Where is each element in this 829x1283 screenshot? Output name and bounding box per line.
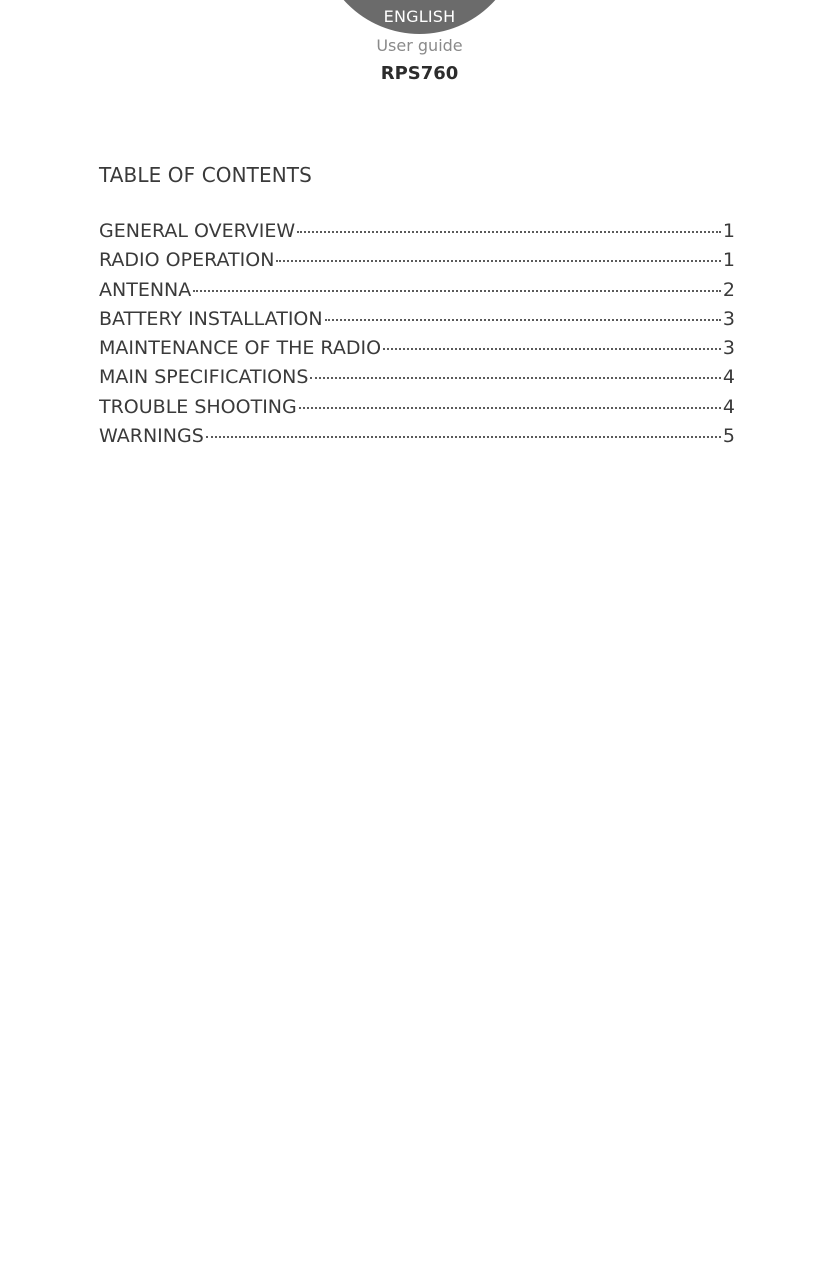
toc-entry-page: 3 xyxy=(722,307,735,330)
toc-leader xyxy=(325,319,721,321)
toc-entry-page: 4 xyxy=(722,395,735,418)
toc-entry-page: 1 xyxy=(722,220,735,242)
toc-entry-battery-installation xyxy=(99,308,735,337)
toc-entry-label: RADIO OPERATION xyxy=(99,249,275,272)
toc-entry-antenna xyxy=(99,279,735,308)
toc-entry-maintenance xyxy=(99,337,735,366)
toc-entry-radio-operation xyxy=(99,249,735,278)
toc-entry-label: TROUBLE SHOOTING xyxy=(99,395,297,418)
toc-leader xyxy=(193,290,721,292)
toc-leader xyxy=(297,231,721,233)
toc-title: TABLE OF CONTENTS xyxy=(99,163,312,187)
toc-list xyxy=(99,220,735,454)
toc-leader xyxy=(206,436,721,438)
toc-entry-page: 5 xyxy=(722,425,735,448)
language-label: ENGLISH xyxy=(383,7,456,26)
toc-leader xyxy=(276,260,720,262)
toc-entry-page: 3 xyxy=(722,337,735,360)
toc-leader xyxy=(299,407,721,409)
toc-entry-label: ANTENNA xyxy=(99,278,192,301)
toc-leader xyxy=(383,348,721,350)
toc-entry-page: 4 xyxy=(722,366,735,389)
toc-entry-page: 1 xyxy=(722,249,735,272)
toc-entry-main-specifications xyxy=(99,366,735,395)
toc-leader xyxy=(310,377,721,379)
toc-entry-general-overview xyxy=(99,220,735,249)
toc-entry-page: 2 xyxy=(722,278,735,301)
toc-entry-trouble-shooting xyxy=(99,396,735,425)
model-label: RPS760 xyxy=(380,63,459,84)
toc-entry-label: MAIN SPECIFICATIONS xyxy=(99,366,309,389)
toc-entry-label: GENERAL OVERVIEW xyxy=(99,220,296,242)
toc-entry-warnings xyxy=(99,425,735,454)
toc-entry-label: WARNINGS xyxy=(99,425,204,448)
toc-entry-label: BATTERY INSTALLATION xyxy=(99,307,323,330)
doc-type-label: User guide xyxy=(376,36,463,55)
toc-entry-label: MAINTENANCE OF THE RADIO xyxy=(99,337,382,360)
